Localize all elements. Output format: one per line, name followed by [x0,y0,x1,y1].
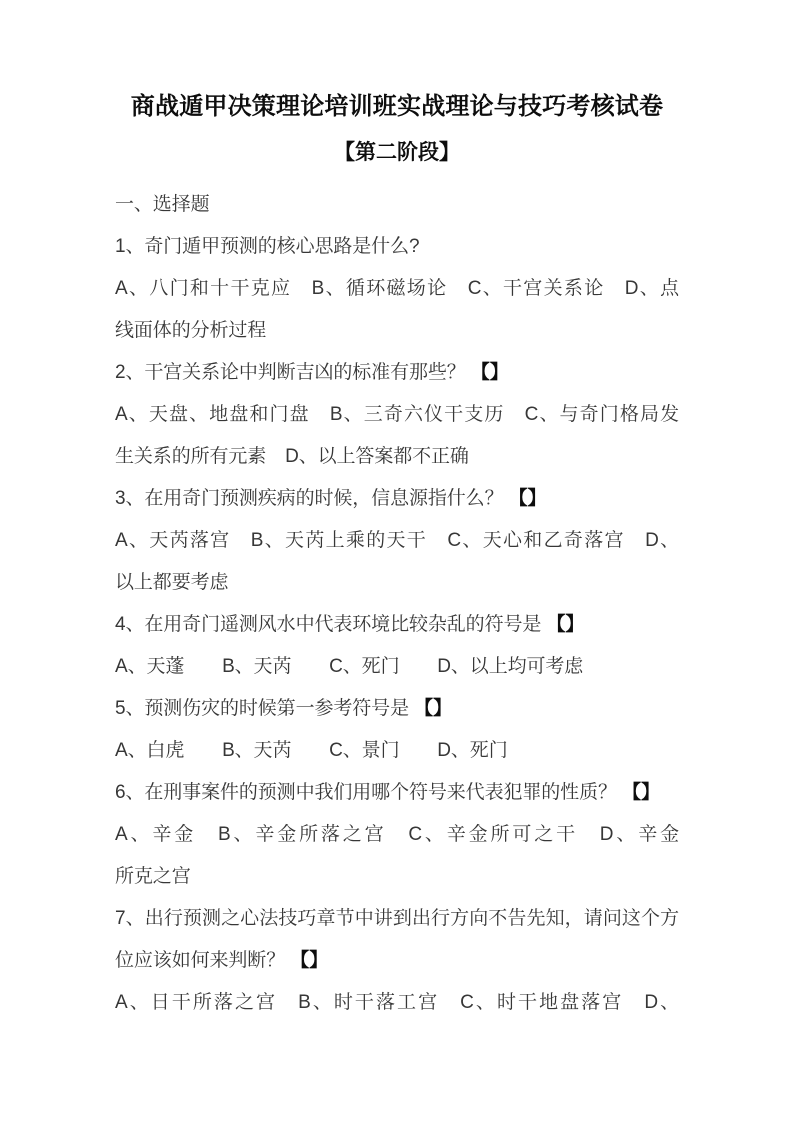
q4-options-line: A、天蓬 B、天芮 C、死门 D、以上均可考虑 [115,656,584,677]
answer-brackets: 【】 [508,488,547,509]
exam-stage-subtitle: 【第二阶段】 [334,141,460,164]
q3-options-line: A、天芮落宫 B、天芮上乘的天干 C、天心和乙奇落宫 D、 [115,530,679,551]
q6-options-line: A、辛金 B、辛金所落之宫 C、辛金所可之干 D、辛金 [115,824,679,845]
q3-stem-line: 3、在用奇门预测疾病的时候，信息源指什么？ 【】 [115,488,547,509]
q2-options-line: 生关系的所有元素 D、以上答案都不正确 [115,446,469,467]
q4-stem-line: 4、在用奇门遥测风水中代表环境比较杂乱的符号是 【】 [115,614,585,635]
answer-brackets: 【】 [622,782,660,803]
q1-stem-line: 1、奇门遁甲预测的核心思路是什么? [115,236,420,257]
exam-title: 商战遁甲决策理论培训班实战理论与技巧考核试卷 [130,93,664,120]
q7-stem-line: 位应该如何来判断？ 【】 [115,950,329,971]
q2-options-line: A、天盘、地盘和门盘 B、三奇六仪干支历 C、与奇门格局发 [115,404,679,425]
answer-brackets: 【】 [414,698,452,719]
q5-stem-line: 5、预测伤灾的时候第一参考符号是 【】 [115,698,452,719]
q6-options-line: 所克之宫 [115,866,191,887]
q1-options-line: 线面体的分析过程 [115,320,267,341]
q7-stem-line: 7、出行预测之心法技巧章节中讲到出行方向不告先知，请问这个方 [115,908,679,929]
q7-options-line: A、日干所落之宫 B、时干落工宫 C、时干地盘落宫 D、 [115,992,679,1013]
q1-options-line: A、八门和十干克应 B、循环磁场论 C、干宫关系论 D、点 [115,278,679,299]
q5-options-line: A、白虎 B、天芮 C、景门 D、死门 [115,740,508,761]
section-heading: 一、选择题 [115,194,210,215]
answer-brackets: 【】 [290,950,329,971]
q2-stem-line: 2、干宫关系论中判断吉凶的标准有那些？ 【】 [115,362,509,383]
q6-stem-line: 6、在刑事案件的预测中我们用哪个符号来代表犯罪的性质？ 【】 [115,782,660,803]
q3-options-line: 以上都要考虑 [115,572,229,593]
answer-brackets: 【】 [546,614,585,635]
answer-brackets: 【】 [470,362,509,383]
question-list [115,226,679,1024]
